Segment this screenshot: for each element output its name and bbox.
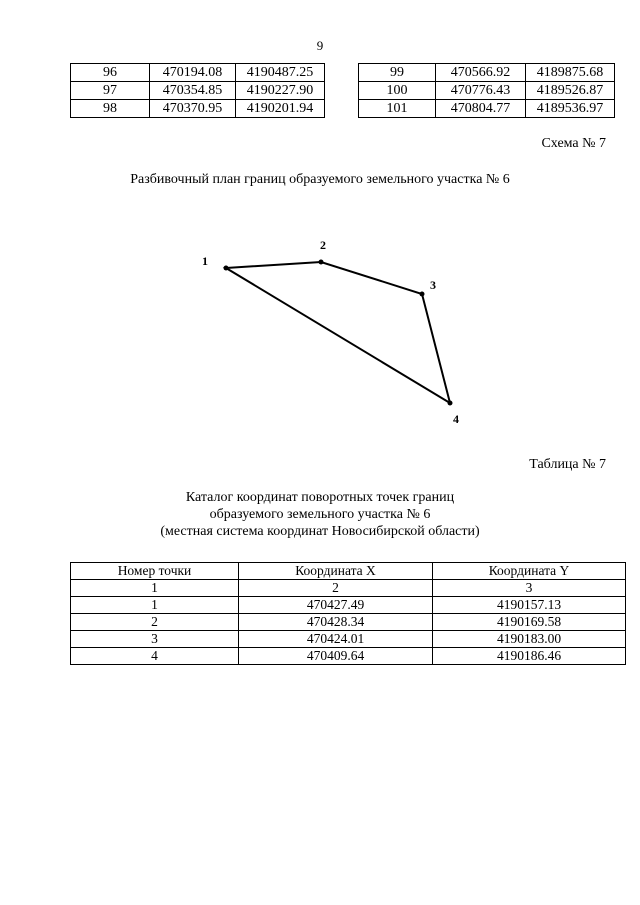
table-cell: 470427.49	[239, 597, 433, 614]
point-label-4: 4	[453, 412, 459, 426]
catalog-title-line: образуемого земельного участка № 6	[209, 507, 431, 522]
point-label-1: 1	[202, 254, 208, 268]
top-coordinates-table-left	[70, 63, 325, 118]
table-cell: 470194.08	[150, 64, 236, 82]
table-cell: 470424.01	[239, 631, 433, 648]
table-cell: 4190227.90	[236, 82, 325, 100]
table-cell: 99	[359, 64, 436, 82]
top-coordinates-table-right	[358, 63, 615, 118]
table-cell: 100	[359, 82, 436, 100]
table-cell: 3	[71, 631, 239, 648]
table-row	[359, 100, 615, 118]
table-cell: 470566.92	[436, 64, 526, 82]
scheme-label: Схема № 7	[541, 136, 606, 151]
table-cell: 4189875.68	[526, 64, 615, 82]
column-number: 3	[433, 580, 626, 597]
column-number: 1	[71, 580, 239, 597]
table-cell: 470370.95	[150, 100, 236, 118]
table-cell: 98	[71, 100, 150, 118]
table-cell: 101	[359, 100, 436, 118]
catalog-title-line: (местная система координат Новосибирской области)	[160, 524, 480, 539]
column-header: Координата Y	[433, 563, 626, 580]
column-header: Координата X	[239, 563, 433, 580]
catalog-title-line: Каталог координат поворотных точек границ	[185, 490, 455, 505]
table-header-row	[71, 563, 626, 580]
table-cell: 4189526.87	[526, 82, 615, 100]
table-cell: 4	[71, 648, 239, 665]
table-cell: 4190183.00	[433, 631, 626, 648]
coordinates-catalog-table	[70, 562, 626, 665]
table-cell: 4190169.58	[433, 614, 626, 631]
point-marker-3	[420, 292, 425, 297]
table-row	[71, 597, 626, 614]
table-cell: 4190201.94	[236, 100, 325, 118]
table-cell: 96	[71, 64, 150, 82]
column-header: Номер точки	[71, 563, 239, 580]
table-row	[71, 64, 325, 82]
table-cell: 1	[71, 597, 239, 614]
table-cell: 470354.85	[150, 82, 236, 100]
catalog-title	[0, 489, 640, 540]
page-number: 9	[316, 38, 324, 53]
table-cell: 4190186.46	[433, 648, 626, 665]
column-number: 2	[239, 580, 433, 597]
plan-title: Разбивочный план границ образуемого земельного участка № 6	[130, 172, 510, 187]
table-row	[71, 82, 325, 100]
point-marker-1	[224, 266, 229, 271]
table-cell: 470776.43	[436, 82, 526, 100]
table-cell: 470804.77	[436, 100, 526, 118]
column-number-row	[71, 580, 626, 597]
boundary-plan-diagram	[0, 230, 640, 430]
table-cell: 97	[71, 82, 150, 100]
point-marker-4	[448, 401, 453, 406]
table-row	[71, 614, 626, 631]
table-cell: 4190157.13	[433, 597, 626, 614]
table-cell: 2	[71, 614, 239, 631]
parcel-boundary	[226, 262, 450, 403]
table-cell: 470428.34	[239, 614, 433, 631]
point-label-2: 2	[320, 238, 326, 252]
table-row	[71, 100, 325, 118]
point-marker-2	[319, 260, 324, 265]
table-cell: 4189536.97	[526, 100, 615, 118]
table-cell: 470409.64	[239, 648, 433, 665]
table-row	[359, 82, 615, 100]
table-cell: 4190487.25	[236, 64, 325, 82]
table-row	[71, 631, 626, 648]
point-label-3: 3	[430, 278, 436, 292]
table-label: Таблица № 7	[529, 457, 606, 472]
table-row	[71, 648, 626, 665]
table-row	[359, 64, 615, 82]
